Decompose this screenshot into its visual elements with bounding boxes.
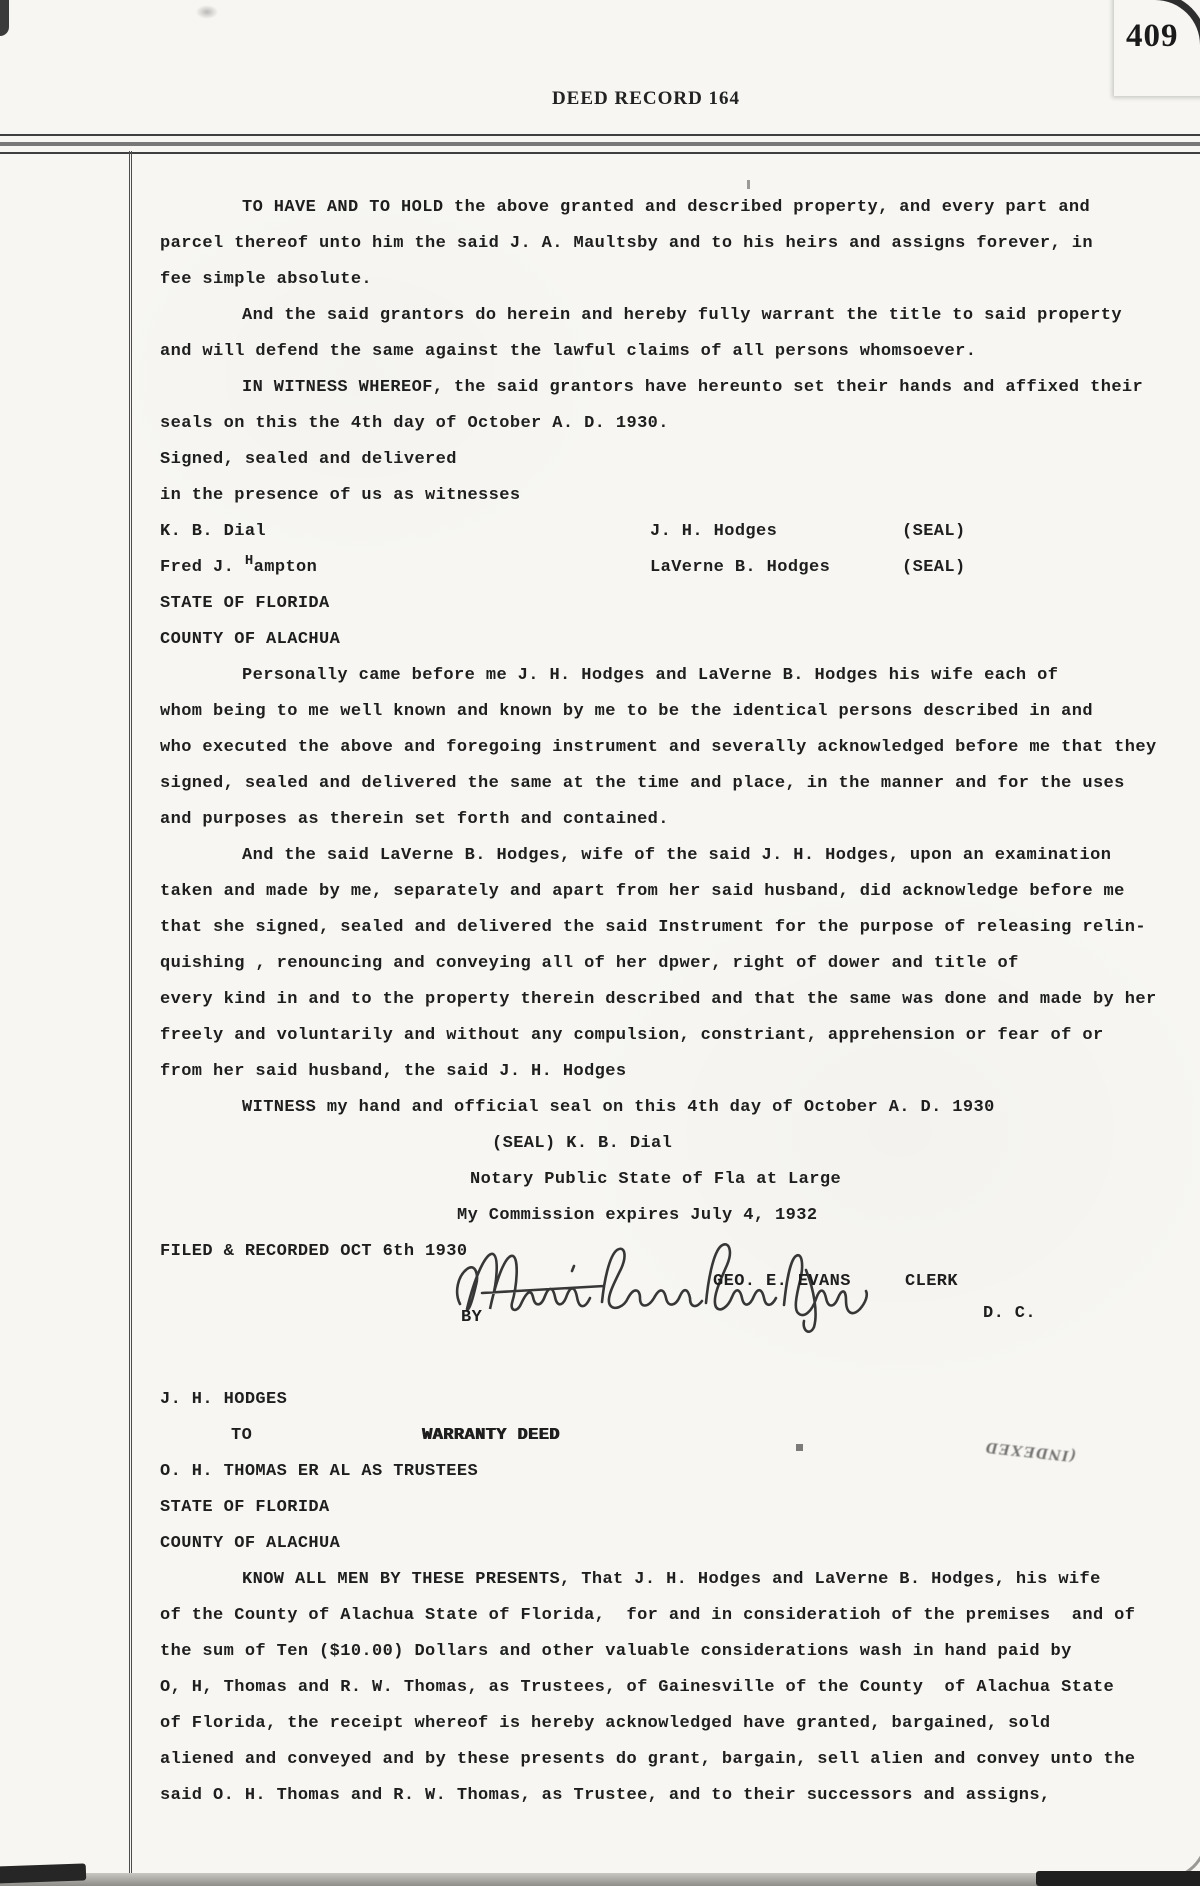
- deed-line: Signed, sealed and delivered: [160, 450, 457, 469]
- deed-line: O, H, Thomas and R. W. Thomas, as Trustees, of Gainesville of the County of Alachua State: [160, 1678, 1115, 1697]
- notary-seal-line: (SEAL) K. B. Dial: [492, 1134, 673, 1153]
- deed-line: the sum of Ten ($10.00) Dollars and other valuable considerations wash in hand paid by: [160, 1642, 1072, 1661]
- next-page-edge: [0, 1873, 1200, 1886]
- notary-witness-line: WITNESS my hand and official seal on this 4th day of October A. D. 1930: [242, 1098, 995, 1117]
- filed-recorded-line: FILED & RECORDED OCT 6th 1930: [160, 1242, 468, 1261]
- deed-line: who executed the above and foregoing instrument and severally acknowledged before me that they: [160, 738, 1157, 757]
- top-rule-thick: [0, 142, 1200, 146]
- deed1-body: [160, 198, 1172, 1278]
- witness-name: Fred J. $^H$ampton: [160, 553, 318, 577]
- top-rule-thin-2: [0, 152, 1200, 154]
- deed-line: freely and voluntarily and without any compulsion, constriant, apprehension or fear of or: [160, 1026, 1104, 1045]
- deputy-clerk-signature: [452, 1240, 882, 1340]
- notary-title-line: Notary Public State of Fla at Large: [470, 1170, 842, 1189]
- seal-label: (SEAL): [902, 522, 966, 541]
- page-edge-top-right: [1114, 0, 1200, 96]
- clerk-title: CLERK: [905, 1272, 959, 1291]
- deed2-grantor: J. H. HODGES: [160, 1390, 288, 1409]
- deputy-clerk-initials: D. C.: [983, 1304, 1037, 1323]
- deed-line: IN WITNESS WHEREOF, the said grantors have hereunto set their hands and affixed their: [242, 378, 1144, 397]
- deed-line: every kind in and to the property therein described and that the same was done and made by her: [160, 990, 1157, 1009]
- document-type-heading: WARRANTY DEED: [422, 1426, 560, 1445]
- deed-line: And the said LaVerne B. Hodges, wife of the said J. H. Hodges, upon an examination: [242, 846, 1112, 865]
- county-heading: COUNTY OF ALACHUA: [160, 630, 341, 649]
- to-label: TO: [231, 1426, 253, 1445]
- deed-line: from her said husband, the said J. H. Hodges: [160, 1062, 627, 1081]
- deed-line: And the said grantors do herein and hereby fully warrant the title to said property: [242, 306, 1122, 325]
- county-heading: COUNTY OF ALACHUA: [160, 1534, 341, 1553]
- grantor-signature-name: LaVerne B. Hodges: [650, 558, 831, 577]
- book-header: DEED RECORD 164: [551, 88, 741, 109]
- page-edge-top-left: [0, 0, 9, 36]
- deed2-grantee: O. H. THOMAS ER AL AS TRUSTEES: [160, 1462, 479, 1481]
- deed-line: said O. H. Thomas and R. W. Thomas, as Trustee, and to their successors and assigns,: [160, 1786, 1051, 1805]
- commission-line: My Commission expires July 4, 1932: [457, 1206, 818, 1225]
- deed-line: signed, sealed and delivered the same at the time and place, in the manner and for the uses: [160, 774, 1125, 793]
- state-heading: STATE OF FLORIDA: [160, 594, 330, 613]
- deed-line: of the County of Alachua State of Florida, for and in consideratioh of the premises and of: [160, 1606, 1136, 1625]
- witness-name: K. B. Dial: [160, 522, 267, 541]
- page-edge-shadow-left: [0, 1863, 86, 1883]
- deed-line: quishing , renouncing and conveying all of her dpwer, right of dower and title of: [160, 954, 1019, 973]
- deed-line: parcel thereof unto him the said J. A. Maultsby and to his heirs and assigns forever, in: [160, 234, 1093, 253]
- indexed-stamp: (INDEXED: [982, 1438, 1078, 1465]
- deed-line: in the presence of us as witnesses: [160, 486, 521, 505]
- clerk-name: GEO. E. EVANS: [713, 1272, 851, 1291]
- page-edge-shadow-right: [1036, 1871, 1200, 1886]
- deed-line: seals on this the 4th day of October A. D. 1930.: [160, 414, 669, 433]
- deed-line: fee simple absolute.: [160, 270, 373, 289]
- page-number: 409: [1126, 18, 1179, 54]
- seal-label: (SEAL): [902, 558, 966, 577]
- left-margin-rule: [129, 151, 132, 1873]
- ink-speck: [796, 1444, 803, 1451]
- witness-seal-row: [160, 522, 1172, 558]
- clerk-by-label: BY: [461, 1308, 483, 1327]
- witness-seal-row: [160, 553, 1172, 594]
- deed-line: KNOW ALL MEN BY THESE PRESENTS, That J. H. Hodges and LaVerne B. Hodges, his wife: [242, 1570, 1101, 1589]
- grantor-signature-name: J. H. Hodges: [650, 522, 778, 541]
- deed-line: taken and made by me, separately and apart from her said husband, did acknowledge before me: [160, 882, 1125, 901]
- deed-line: TO HAVE AND TO HOLD the above granted and described property, and every part and: [242, 198, 1091, 217]
- deed-line: that she signed, sealed and delivered the said Instrument for the purpose of releasing relin-: [160, 918, 1146, 937]
- deed-line: and will defend the same against the lawful claims of all persons whomsoever.: [160, 342, 977, 361]
- deed-line: and purposes as therein set forth and contained.: [160, 810, 669, 829]
- top-rule-thin-1: [0, 134, 1200, 136]
- deed-line: of Florida, the receipt whereof is hereby acknowledged have granted, bargained, sold: [160, 1714, 1051, 1733]
- deed-line: whom being to me well known and known by me to be the identical persons described in and: [160, 702, 1093, 721]
- state-heading: STATE OF FLORIDA: [160, 1498, 330, 1517]
- raised-letter: H: [244, 553, 254, 569]
- deed-line: Personally came before me J. H. Hodges and LaVerne B. Hodges his wife each of: [242, 666, 1059, 685]
- deed-line: aliened and conveyed and by these presents do grant, bargain, sell alien and convey unto the: [160, 1750, 1136, 1769]
- ink-speck: [747, 180, 750, 189]
